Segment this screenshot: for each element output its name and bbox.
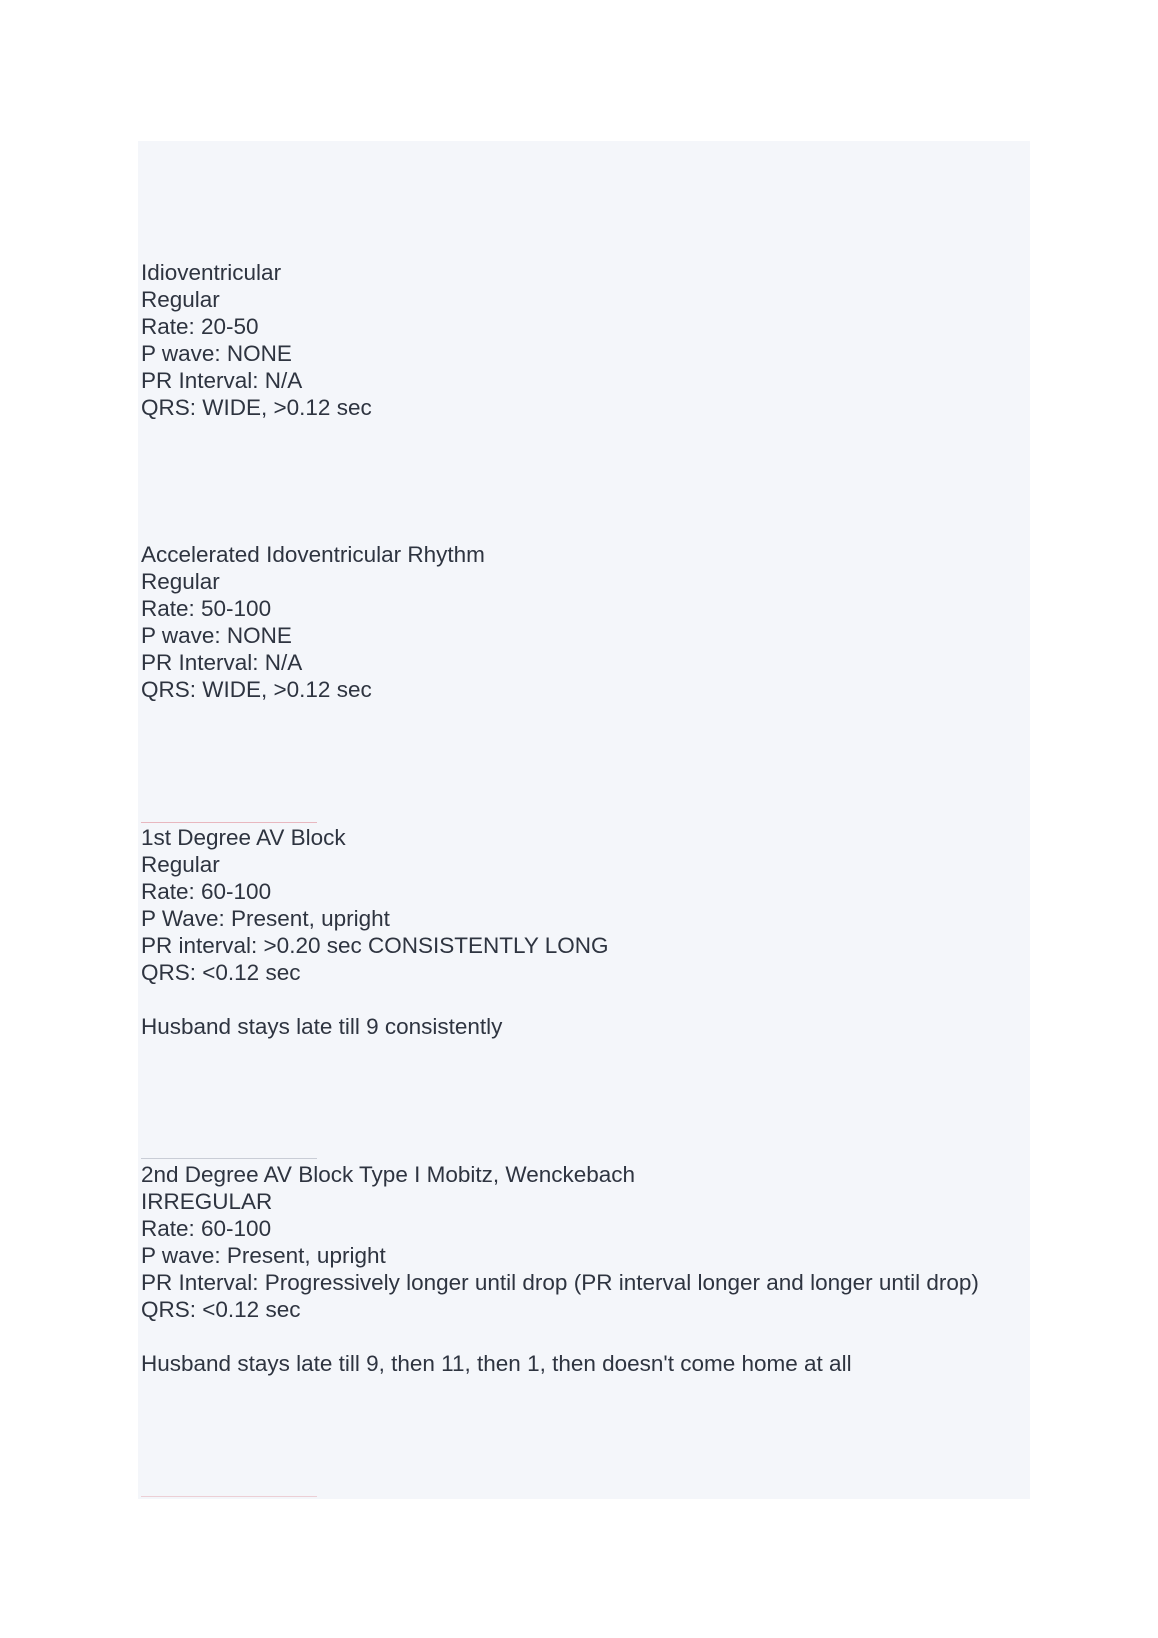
card-rate: Rate: 60-100 (141, 1216, 272, 1241)
flashcard-idioventricular (141, 259, 1021, 421)
card-rhythm: Regular (141, 287, 220, 312)
card-qrs: QRS: <0.12 sec (141, 960, 301, 985)
card-qrs: QRS: <0.12 sec (141, 1297, 301, 1322)
card-pr-interval: PR Interval: N/A (141, 368, 303, 393)
card-rate: Rate: 50-100 (141, 596, 272, 621)
card-mnemonic: Husband stays late till 9, then 11, then 1, then doesn't come home at all (141, 1351, 852, 1376)
flashcard-first-degree-av-block (141, 824, 1021, 1040)
image-crop-edge (141, 822, 317, 823)
card-title: 2nd Degree AV Block Type I Mobitz, Wenckebach (141, 1162, 636, 1187)
card-title: Idioventricular (141, 260, 282, 285)
card-p-wave: P Wave: Present, upright (141, 906, 390, 931)
card-p-wave: P wave: NONE (141, 623, 292, 648)
spacer (141, 1323, 1021, 1350)
card-title: 1st Degree AV Block (141, 825, 346, 850)
card-pr-interval: PR Interval: N/A (141, 650, 303, 675)
card-rhythm: Regular (141, 569, 220, 594)
card-p-wave: P wave: NONE (141, 341, 292, 366)
flashcard-second-degree-type-1 (141, 1161, 1021, 1377)
card-pr-interval: PR Interval: Progressively longer until drop (PR interval longer and longer until drop) (141, 1270, 979, 1295)
image-crop-edge (141, 1158, 317, 1159)
card-qrs: QRS: WIDE, >0.12 sec (141, 395, 372, 420)
card-pr-interval: PR interval: >0.20 sec CONSISTENTLY LONG (141, 933, 609, 958)
card-qrs: QRS: WIDE, >0.12 sec (141, 677, 372, 702)
flashcard-accelerated-idioventricular (141, 541, 1021, 703)
image-crop-edge (141, 1496, 317, 1497)
card-rate: Rate: 20-50 (141, 314, 259, 339)
card-title: Accelerated Idoventricular Rhythm (141, 542, 485, 567)
card-p-wave: P wave: Present, upright (141, 1243, 386, 1268)
card-rhythm: Regular (141, 852, 220, 877)
card-mnemonic: Husband stays late till 9 consistently (141, 1014, 503, 1039)
spacer (141, 986, 1021, 1013)
card-rate: Rate: 60-100 (141, 879, 272, 904)
card-rhythm: IRREGULAR (141, 1189, 273, 1214)
